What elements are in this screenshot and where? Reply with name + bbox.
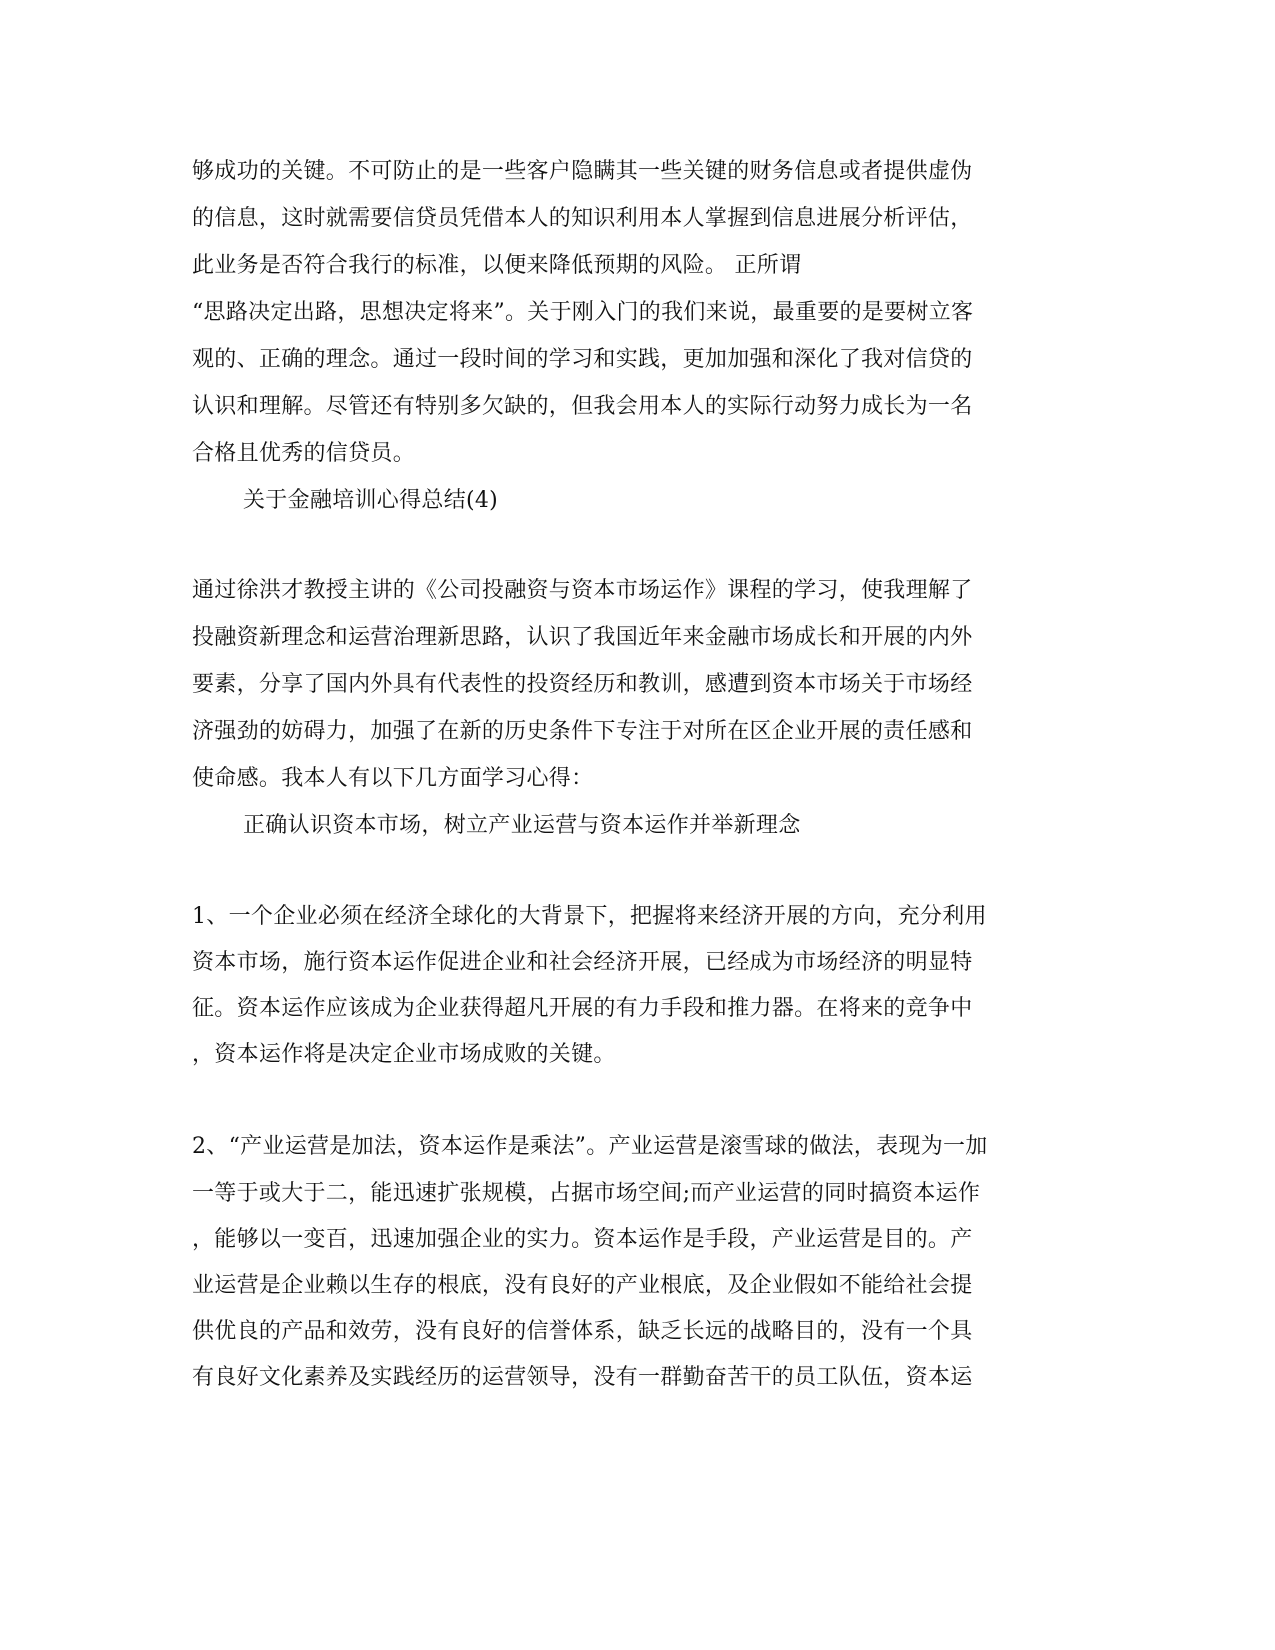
paragraph-1-line: 观的、正确的理念。通过一段时间的学习和实践，更加加强和深化了我对信贷的 (192, 347, 973, 372)
paragraph-1-line: 此业务是否符合我行的标准，以便来降低预期的风险。 正所谓 (192, 253, 802, 278)
paragraph-1-line: 合格且优秀的信贷员。 (192, 441, 416, 466)
point-1-line: 征。资本运作应该成为企业获得超凡开展的有力手段和推力器。在将来的竞争中 (192, 996, 973, 1021)
paragraph-2-line: 通过徐洪才教授主讲的《公司投融资与资本市场运作》课程的学习，使我理解了 (192, 578, 973, 603)
paragraph-2-line: 投融资新理念和运营治理新思路，认识了我国近年来金融市场成长和开展的内外 (192, 625, 973, 650)
point-2-line: ，能够以一变百，迅速加强企业的实力。资本运作是手段，产业运营是目的。产 (192, 1227, 973, 1252)
point-2-line: 一等于或大于二，能迅速扩张规模，占据市场空间;而产业运营的同时搞资本运作 (192, 1181, 981, 1206)
paragraph-2-line: 济强劲的妨碍力，加强了在新的历史条件下专注于对所在区企业开展的责任感和 (192, 719, 973, 744)
point-1-line: ，资本运作将是决定企业市场成败的关键。 (192, 1042, 616, 1067)
paragraph-2-line: 使命感。我本人有以下几方面学习心得： (192, 766, 594, 791)
point-2-line: 业运营是企业赖以生存的根底，没有良好的产业根底，及企业假如不能给社会提 (192, 1273, 973, 1298)
point-2-line: 供优良的产品和效劳，没有良好的信誉体系，缺乏长远的战略目的，没有一个具 (192, 1319, 973, 1344)
point-1-line: 资本市场，施行资本运作促进企业和社会经济开展，已经成为市场经济的明显特 (192, 950, 973, 975)
paragraph-2-line: 要素，分享了国内外具有代表性的投资经历和教训，感遭到资本市场关于市场经 (192, 672, 973, 697)
paragraph-1-line: 够成功的关键。不可防止的是一些客户隐瞒其一些关键的财务信息或者提供虚伪 (192, 159, 973, 184)
point-1-line: 1、一个企业必须在经济全球化的大背景下，把握将来经济开展的方向，充分利用 (192, 904, 987, 929)
paragraph-1-line: 的信息，这时就需要信贷员凭借本人的知识利用本人掌握到信息进展分析评估， (192, 206, 973, 231)
point-2-line: 有良好文化素养及实践经历的运营领导，没有一群勤奋苦干的员工队伍，资本运 (192, 1365, 973, 1390)
section-heading: 关于金融培训心得总结(4) (243, 488, 499, 513)
point-2-line: 2、“产业运营是加法，资本运作是乘法”。产业运营是滚雪球的做法，表现为一加 (192, 1134, 988, 1159)
paragraph-1-line: 认识和理解。尽管还有特别多欠缺的，但我会用本人的实际行动努力成长为一名 (192, 394, 973, 419)
subheading: 正确认识资本市场，树立产业运营与资本运作并举新理念 (243, 813, 801, 838)
paragraph-1-line: “思路决定出路，思想决定将来”。关于刚入门的我们来说，最重要的是要树立客 (192, 300, 974, 325)
